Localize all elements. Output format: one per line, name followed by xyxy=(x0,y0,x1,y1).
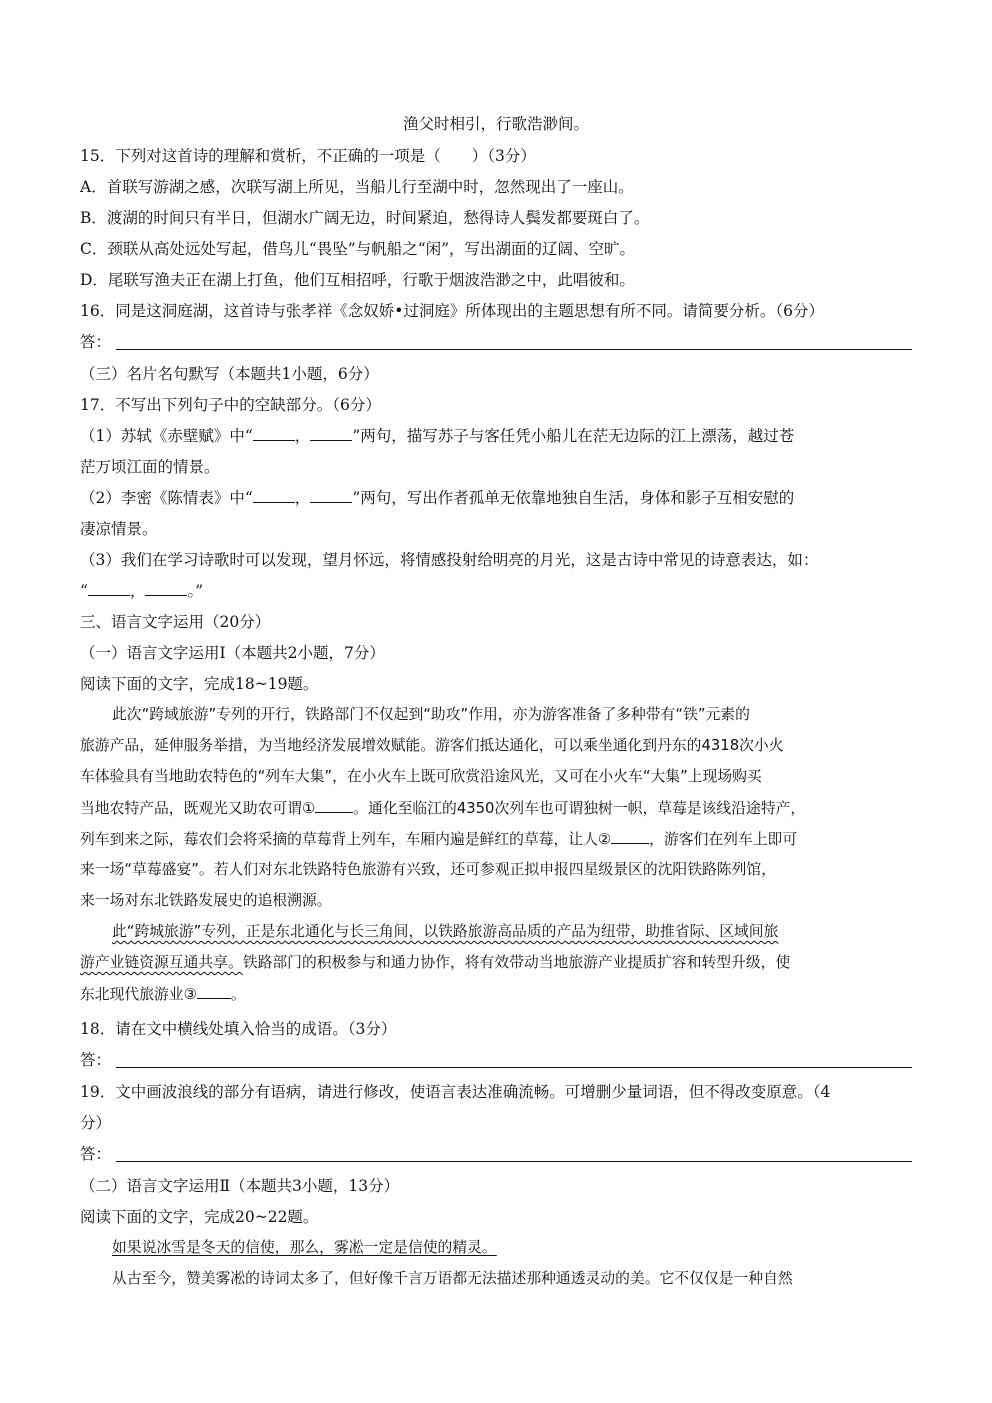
passage1-l4-post: 。通化至临江的4350次列车也可谓独树一帜，草莓是该线沿途特产， xyxy=(353,800,806,817)
poem-last-line: 渔父时相引，行歌浩渺间。 xyxy=(402,115,589,133)
q17-p2-cont: 凄凉情景。 xyxy=(80,520,158,538)
passage1-line-6: 来一场“草莓盛宴”。若人们对东北铁路特色旅游有兴致，还可参观正拟申报四星级景区的沈阳铁路陈列馆， xyxy=(80,861,776,878)
q17-p1-pre: （1）苏轼《赤壁赋》中“ xyxy=(80,427,253,445)
passage1-l10-post: 。 xyxy=(230,986,246,1003)
passage1-blank-3[interactable] xyxy=(197,984,231,999)
passage1-line-7: 来一场对东北铁路发展史的追根溯源。 xyxy=(80,892,332,909)
blank-marker-1: ① xyxy=(301,800,316,817)
q17-p3-blank-1[interactable] xyxy=(88,581,130,596)
q17-p1-cont: 茫万顷江面的情景。 xyxy=(80,458,220,476)
passage1-line-2: 旅游产品，延伸服务举措，为当地经济发展增效赋能。游客们抵达通化，可以乘坐通化到丹东的4318次小火 xyxy=(80,737,784,754)
q15-option-c: C．颈联从高处远处写起，借鸟儿“畏坠”与帆船之“闲”，写出湖面的辽阔、空旷。 xyxy=(80,240,636,258)
passage1-line-9 xyxy=(80,953,912,973)
passage1-l10-pre: 东北现代旅游业 xyxy=(80,986,184,1003)
q17-p2-pre: （2）李密《陈情表》中“ xyxy=(80,489,253,507)
q19-stem-cont: 分） xyxy=(80,1114,112,1132)
wavy-underlined-text-2: 游产业链资源互通共享。 xyxy=(80,954,243,971)
q17-part3: （3）我们在学习诗歌时可以发现，望月怀远，将情感投射给明亮的月光，这是古诗中常见的诗意表达，如： xyxy=(80,551,819,569)
passage2-line-1 xyxy=(112,1238,912,1258)
q16-answer-line[interactable] xyxy=(116,349,912,350)
q17-p2-blank-2[interactable] xyxy=(310,488,352,503)
blank-marker-2: ② xyxy=(597,831,612,848)
passage1-l9-rest: 铁路部门的积极参与和通力协作，将有效带动当地旅游产业提质扩容和转型升级，使 xyxy=(242,954,791,971)
passage1-line-1: 此次“跨域旅游”专列的开行，铁路部门不仅起到“助攻”作用，亦为游客准备了多种带有“铁”元素的 xyxy=(112,706,750,723)
q16-stem: 16．同是这洞庭湖，这首诗与张孝祥《念奴娇•过洞庭》所体现出的主题思想有所不同。请简要分析。（6分） xyxy=(80,302,824,320)
q18-answer-line[interactable] xyxy=(116,1067,912,1068)
underlined-sentence: 如果说冰雪是冬天的信使，那么，雾凇一定是信使的精灵。 xyxy=(112,1239,497,1256)
q17-p1-blank-1[interactable] xyxy=(253,426,295,441)
passage1-blank-2[interactable] xyxy=(611,829,649,844)
q15-option-a: A．首联写游湖之感，次联写湖上所见，当船儿行至湖中时，忽然现出了一座山。 xyxy=(80,178,634,196)
q17-p2-mid: ， xyxy=(294,489,311,507)
passage2-line-2: 从古至今，赞美雾凇的诗词太多了，但好像千言万语都无法描述那种通透灵动的美。它不仅仅是一种自然 xyxy=(112,1270,793,1287)
passage1-line-5 xyxy=(80,829,912,850)
passage1-l4-pre: 当地农特产品，既观光又助农可谓 xyxy=(80,800,302,817)
q17-p1-mid: ， xyxy=(294,427,311,445)
q18-stem: 18．请在文中横线处填入恰当的成语。（3分） xyxy=(80,1020,397,1038)
q17-part3-blanks xyxy=(80,581,912,601)
passage1-line-3: 车体验具有当地助农特色的“列车大集”，在小火车上既可欣赏沿途风光，又可在小火车“大集”上现场购买 xyxy=(80,768,762,785)
subsection-1-title: （一）语言文字运用Ⅰ（本题共2小题，7分） xyxy=(80,644,385,662)
q18-answer-label: 答： xyxy=(80,1051,112,1069)
q19-answer-line[interactable] xyxy=(116,1161,912,1162)
q19-answer-label: 答： xyxy=(80,1145,112,1163)
q17-p3-mid: ， xyxy=(129,582,146,600)
q17-p1-post: ”两句，描写苏子与客任凭小船儿在茫无边际的江上漂荡，越过苍 xyxy=(352,427,795,445)
q17-p2-blank-1[interactable] xyxy=(253,488,295,503)
passage1-l5-post: ，游客们在列车上即可 xyxy=(649,831,798,848)
q17-p3-open: “ xyxy=(80,582,88,600)
q17-p3-close: 。” xyxy=(187,582,204,600)
q15-option-b: B．渡湖的时间只有半日，但湖水广阔无边，时间紧迫，愁得诗人鬓发都要斑白了。 xyxy=(80,209,650,227)
passage1-blank-1[interactable] xyxy=(315,798,353,813)
q19-stem: 19．文中画波浪线的部分有语病，请进行修改，使语言表达准确流畅。可增删少量词语，但不得改变原意。（4 xyxy=(80,1083,831,1101)
q15-option-d: D．尾联写渔夫正在湖上打鱼，他们互相招呼，行歌于烟波浩渺之中，此唱彼和。 xyxy=(80,271,635,289)
q17-part2 xyxy=(80,488,912,508)
passage1-l5-pre: 列车到来之际，莓农们会将采摘的草莓背上列车，车厢内遍是鲜红的草莓，让人 xyxy=(80,831,598,848)
passage1-line-4 xyxy=(80,798,912,819)
passage1-line-10 xyxy=(80,984,912,1005)
part-3-title: 三、语言文字运用（20分） xyxy=(80,613,271,631)
q17-p3-blank-2[interactable] xyxy=(145,581,187,596)
q17-stem: 17．不写出下列句子中的空缺部分。（6分） xyxy=(80,396,381,414)
reading-instruction-1: 阅读下面的文字，完成18~19题。 xyxy=(80,675,319,693)
reading-instruction-2: 阅读下面的文字，完成20~22题。 xyxy=(80,1208,319,1226)
q15-stem: 15．下列对这首诗的理解和赏析，不正确的一项是（ ）（3分） xyxy=(80,147,536,165)
passage1-line-8 xyxy=(112,922,912,942)
q16-answer-label: 答： xyxy=(80,333,112,351)
subsection-2-title: （二）语言文字运用Ⅱ（本题共3小题，13分） xyxy=(80,1177,400,1195)
q17-p2-post: ”两句，写出作者孤单无依靠地独自生活，身体和影子互相安慰的 xyxy=(352,489,795,507)
blank-marker-3: ③ xyxy=(183,986,197,1003)
q17-part1 xyxy=(80,426,912,446)
wavy-underlined-text-1: 此“跨城旅游”专列，正是东北通化与长三角间，以铁路旅游高品质的产品为纽带，助推省际、区域间旅 xyxy=(112,923,779,940)
q17-p1-blank-2[interactable] xyxy=(310,426,352,441)
section-3-title: （三）名片名句默写（本题共1小题，6分） xyxy=(80,365,379,383)
